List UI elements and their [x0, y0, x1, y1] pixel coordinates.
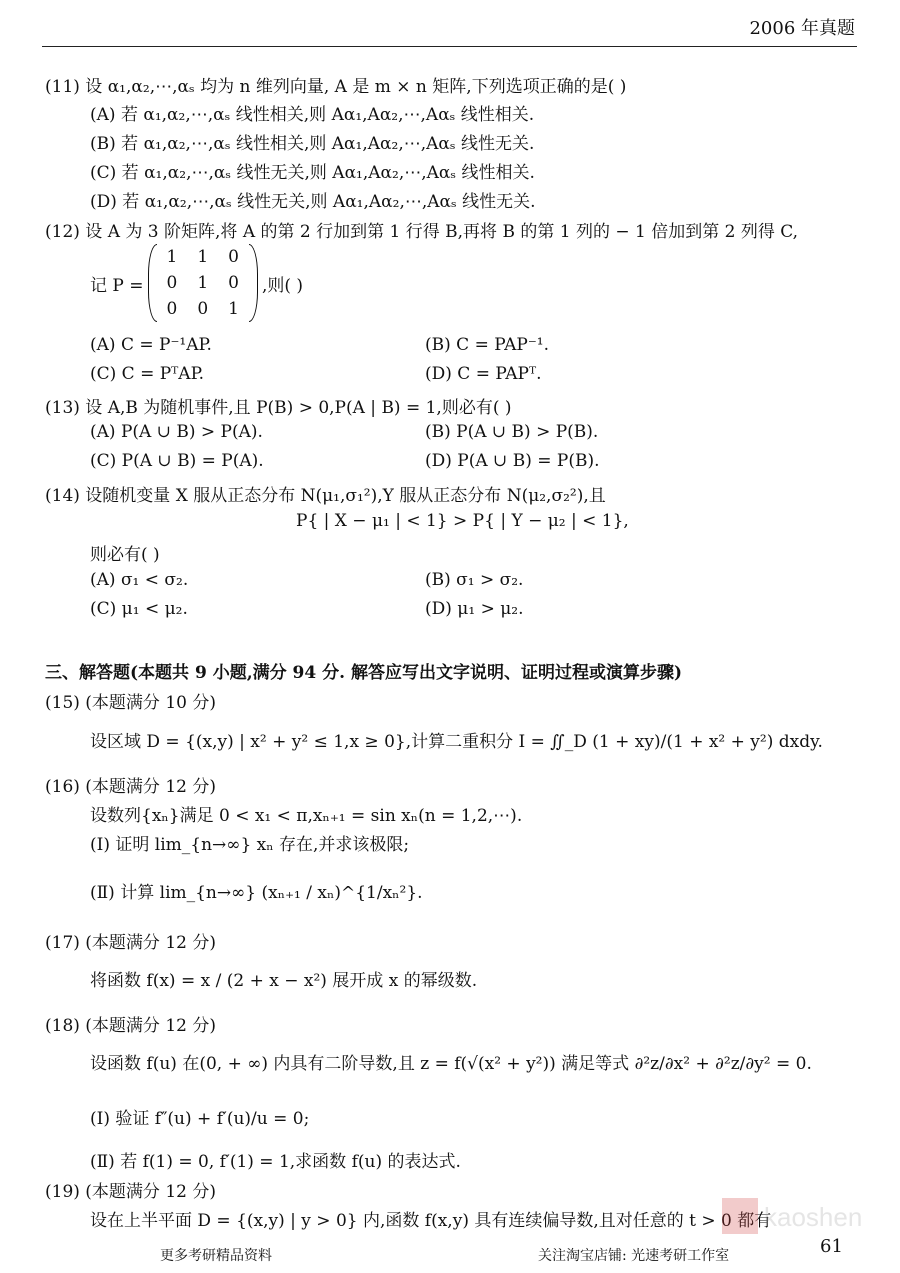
matrix-table — [157, 244, 249, 322]
matrix-cell: 1 — [197, 247, 209, 267]
footer-left: 更多考研精品资料 — [160, 1248, 272, 1264]
line-q11: (11) 设 α₁,α₂,⋯,αₛ 均为 n 维列向量, A 是 m × n 矩阵,下列选项正确的是( ) — [45, 77, 627, 97]
line-q11-d: (D) 若 α₁,α₂,⋯,αₛ 线性无关,则 Aα₁,Aα₂,⋯,Aαₛ 线性无关. — [90, 192, 536, 212]
line-q14-eq: P{ | X − μ₁ | < 1} > P{ | Y − μ₂ | < 1}, — [296, 511, 629, 531]
line-q15: (15) (本题满分 10 分) — [45, 693, 217, 713]
matrix-cell: 1 — [197, 273, 209, 293]
line-q16-body: 设数列{xₙ}满足 0 < x₁ < π,xₙ₊₁ = sin xₙ(n = 1,2,⋯). — [90, 806, 523, 826]
line-q12-c: (C) C = PᵀAP. — [90, 364, 204, 384]
watermark-logo — [720, 1190, 870, 1260]
footer-right: 关注淘宝店铺: 光速考研工作室 — [538, 1248, 730, 1264]
line-q11-b: (B) 若 α₁,α₂,⋯,αₛ 线性相关,则 Aα₁,Aα₂,⋯,Aαₛ 线性无关. — [90, 134, 535, 154]
matrix-cell: 0 — [166, 299, 178, 319]
page-number: 61 — [820, 1236, 843, 1257]
line-q14-c: (C) μ₁ < μ₂. — [90, 599, 188, 619]
line-section3: 三、解答题(本题共 9 小题,满分 94 分. 解答应写出文字说明、证明过程或演算步骤) — [45, 663, 683, 683]
line-q12-a: (A) C = P⁻¹AP. — [90, 335, 212, 355]
line-q18-i: (Ⅰ) 验证 f″(u) + f′(u)/u = 0; — [90, 1109, 310, 1129]
line-q14: (14) 设随机变量 X 服从正态分布 N(μ₁,σ₁²),Y 服从正态分布 N(μ₂,σ₂²),且 — [45, 486, 606, 506]
line-q19: (19) (本题满分 12 分) — [45, 1182, 217, 1202]
line-q13-b: (B) P(A ∪ B) > P(B). — [425, 422, 599, 442]
line-q16-i: (Ⅰ) 证明 lim_{n→∞} xₙ 存在,并求该极限; — [90, 835, 410, 855]
line-q14-then: 则必有( ) — [90, 545, 160, 565]
line-q17-body: 将函数 f(x) = x / (2 + x − x²) 展开成 x 的幂级数. — [90, 971, 478, 991]
matrix-cell: 0 — [228, 247, 239, 267]
page-header: 2006 年真题 — [749, 18, 855, 39]
line-q18-body: 设函数 f(u) 在(0, + ∞) 内具有二阶导数,且 z = f(√(x² + y²)) 满足等式 ∂²z/∂x² + ∂²z/∂y² = 0. — [90, 1054, 812, 1074]
watermark-text: kaoshen — [764, 1202, 863, 1232]
line-q14-b: (B) σ₁ > σ₂. — [425, 570, 524, 590]
matrix-prefix: 记 P = — [90, 275, 144, 296]
line-q11-c: (C) 若 α₁,α₂,⋯,αₛ 线性无关,则 Aα₁,Aα₂,⋯,Aαₛ 线性相关. — [90, 163, 535, 183]
line-q15-body: 设区域 D = {(x,y) | x² + y² ≤ 1,x ≥ 0},计算二重积分 I = ∬_D (1 + xy)/(1 + x² + y²) dxdy. — [90, 732, 823, 752]
line-q19-body: 设在上半平面 D = {(x,y) | y > 0} 内,函数 f(x,y) 具有连续偏导数,且对任意的 t > 0 都有 — [90, 1211, 772, 1231]
line-q12-b: (B) C = PAP⁻¹. — [425, 335, 550, 355]
line-q12: (12) 设 A 为 3 阶矩阵,将 A 的第 2 行加到第 1 行得 B,再将 B 的第 1 列的 − 1 倍加到第 2 列得 C, — [45, 222, 799, 242]
header-rule — [42, 46, 857, 47]
matrix-cell: 1 — [228, 299, 239, 319]
line-q12-d: (D) C = PAPᵀ. — [425, 364, 542, 384]
line-q14-d: (D) μ₁ > μ₂. — [425, 599, 524, 619]
matrix-cell: 1 — [166, 247, 178, 267]
line-q14-a: (A) σ₁ < σ₂. — [90, 570, 189, 590]
line-q13-a: (A) P(A ∪ B) > P(A). — [90, 422, 263, 442]
line-q11-a: (A) 若 α₁,α₂,⋯,αₛ 线性相关,则 Aα₁,Aα₂,⋯,Aαₛ 线性相关. — [90, 105, 535, 125]
left-paren — [148, 244, 157, 322]
line-q17: (17) (本题满分 12 分) — [45, 933, 217, 953]
line-q18: (18) (本题满分 12 分) — [45, 1016, 217, 1036]
matrix-suffix: ,则( ) — [261, 275, 304, 296]
matrix-cell: 0 — [197, 299, 209, 319]
matrix-cell: 0 — [166, 273, 178, 293]
right-paren — [249, 244, 258, 322]
matrix-p-block — [90, 244, 303, 322]
logo-mark — [722, 1198, 758, 1234]
line-q16-ii: (Ⅱ) 计算 lim_{n→∞} (xₙ₊₁ / xₙ)^{1/xₙ²}. — [90, 883, 423, 903]
line-q18-ii: (Ⅱ) 若 f(1) = 0, f′(1) = 1,求函数 f(u) 的表达式. — [90, 1152, 461, 1172]
line-q16: (16) (本题满分 12 分) — [45, 777, 217, 797]
line-q13-c: (C) P(A ∪ B) = P(A). — [90, 451, 264, 471]
line-q13-d: (D) P(A ∪ B) = P(B). — [425, 451, 600, 471]
matrix-p — [148, 244, 258, 322]
matrix-cell: 0 — [228, 273, 239, 293]
line-q13: (13) 设 A,B 为随机事件,且 P(B) > 0,P(A | B) = 1,则必有( ) — [45, 398, 512, 418]
